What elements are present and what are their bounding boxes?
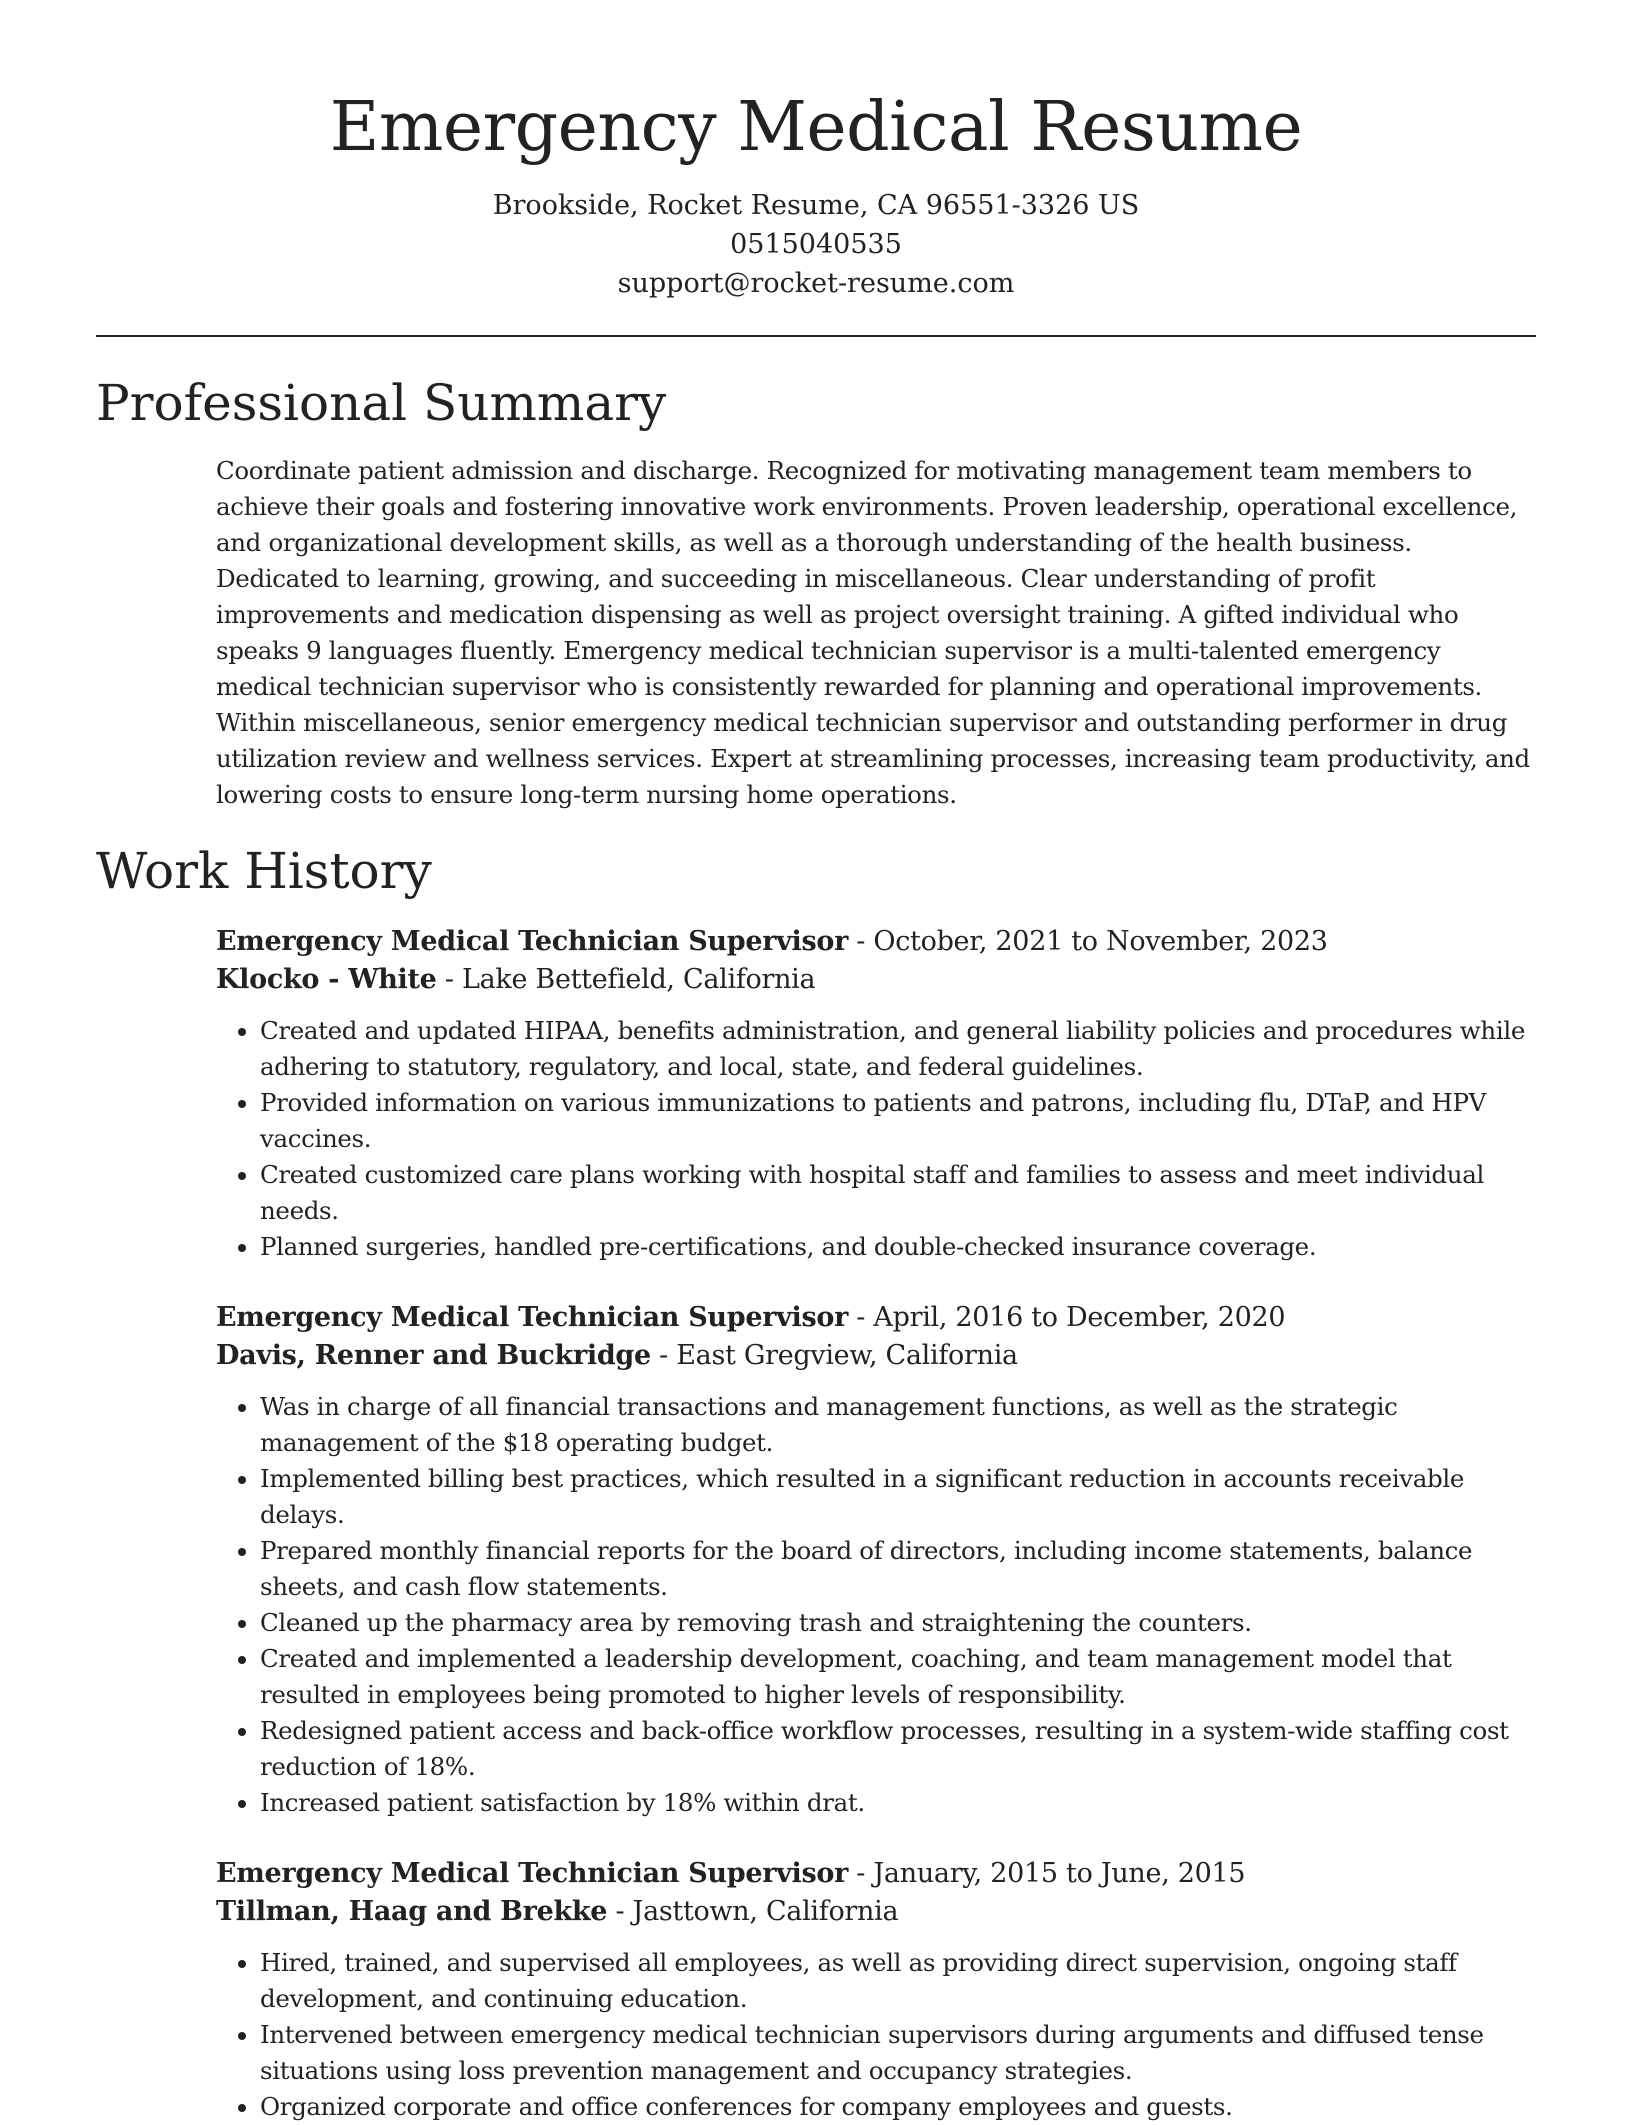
job-dates: - April, 2016 to December, 2020	[848, 1302, 1286, 1333]
resume-name: Emergency Medical Resume	[329, 88, 1303, 167]
job-bullet: • Created and implemented a leadership development, coaching, and team management model that resulted in employees being promoted to higher levels of responsibility.	[260, 1641, 1536, 1713]
job-bullet: • Redesigned patient access and back-office workflow processes, resulting in a system-wide staffing cost reduction of 18%.	[260, 1713, 1536, 1785]
job-company-line	[216, 961, 1536, 999]
job-company-line	[216, 1893, 1536, 1931]
job-bullet: • Provided information on various immunizations to patients and patrons, including flu, DTaP, and HPV vaccines.	[260, 1085, 1536, 1157]
contact-info	[96, 186, 1536, 303]
job-title: Emergency Medical Technician Supervisor	[216, 1302, 849, 1333]
job-entry	[216, 923, 1536, 1265]
job-entry	[216, 1855, 1536, 2125]
job-title-line	[216, 1855, 1536, 1893]
job-bullet: • Implemented billing best practices, which resulted in a significant reduction in accounts receivable delays.	[260, 1461, 1536, 1533]
job-company-line	[216, 1337, 1536, 1375]
job-company: Klocko - White	[216, 964, 437, 995]
resume-page	[96, 0, 1536, 2125]
job-company: Tillman, Haag and Brekke	[216, 1896, 608, 1927]
contact-phone: 0515040535	[730, 229, 902, 260]
job-bullets	[216, 1389, 1536, 1821]
contact-email: support@rocket-resume.com	[617, 268, 1015, 299]
resume-header	[96, 0, 1536, 303]
job-dates: - January, 2015 to June, 2015	[848, 1858, 1246, 1889]
work-history-list	[216, 923, 1536, 2125]
job-bullet: • Increased patient satisfaction by 18% within drat.	[260, 1785, 1536, 1821]
job-bullet: • Cleaned up the pharmacy area by removing trash and straightening the counters.	[260, 1605, 1536, 1641]
job-bullet: • Intervened between emergency medical technician supervisors during arguments and diffused tense situations using loss prevention management and occupancy strategies.	[260, 2017, 1536, 2089]
job-location: - East Gregview, California	[650, 1340, 1018, 1371]
contact-address: Brookside, Rocket Resume, CA 96551-3326 US	[492, 190, 1140, 221]
job-location: - Jasttown, California	[607, 1896, 899, 1927]
job-dates: - October, 2021 to November, 2023	[848, 926, 1328, 957]
job-bullet: • Created customized care plans working with hospital staff and families to assess and meet individual needs.	[260, 1157, 1536, 1229]
job-title-line	[216, 923, 1536, 961]
job-title: Emergency Medical Technician Supervisor	[216, 926, 849, 957]
job-bullets	[216, 1945, 1536, 2125]
summary-text: Coordinate patient admission and discharge. Recognized for motivating management team members to achieve their goals and fostering innovative work environments. Proven leadership, operational excellence, and organizational development skills, as well as a thorough understanding of the health business. Dedicated to learning, growing, and succeeding in miscellaneous. Clear understanding of profit improvements and medication dispensing as well as project oversight training. A gifted individual who speaks 9 languages fluently. Emergency medical technician supervisor is a multi-talented emergency medical technician supervisor who is consistently rewarded for planning and operational improvements. Within miscellaneous, senior emergency medical technician supervisor and outstanding performer in drug utilization review and wellness services. Expert at streamlining processes, increasing team productivity, and lowering costs to ensure long-term nursing home operations.	[216, 456, 1530, 809]
summary-heading: Professional Summary	[96, 374, 667, 432]
header-divider	[96, 335, 1536, 337]
job-company: Davis, Renner and Buckridge	[216, 1340, 651, 1371]
job-entry	[216, 1299, 1536, 1821]
job-bullet: • Prepared monthly financial reports for the board of directors, including income statements, balance sheets, and cash flow statements.	[260, 1533, 1536, 1605]
job-bullet: • Was in charge of all financial transactions and management functions, as well as the strategic management of the $18 operating budget.	[260, 1389, 1536, 1461]
job-title-line	[216, 1299, 1536, 1337]
job-bullet: • Planned surgeries, handled pre-certifications, and double-checked insurance coverage.	[260, 1229, 1536, 1265]
job-bullet: • Hired, trained, and supervised all employees, as well as providing direct supervision, ongoing staff development, and continuing education.	[260, 1945, 1536, 2017]
job-title: Emergency Medical Technician Supervisor	[216, 1858, 849, 1889]
work-history-heading: Work History	[96, 842, 432, 900]
job-bullets	[216, 1013, 1536, 1265]
job-bullet: • Organized corporate and office conferences for company employees and guests.	[260, 2089, 1536, 2125]
job-bullet: • Created and updated HIPAA, benefits administration, and general liability policies and procedures while adhering to statutory, regulatory, and local, state, and federal guidelines.	[260, 1013, 1536, 1085]
job-location: - Lake Bettefield, California	[436, 964, 816, 995]
